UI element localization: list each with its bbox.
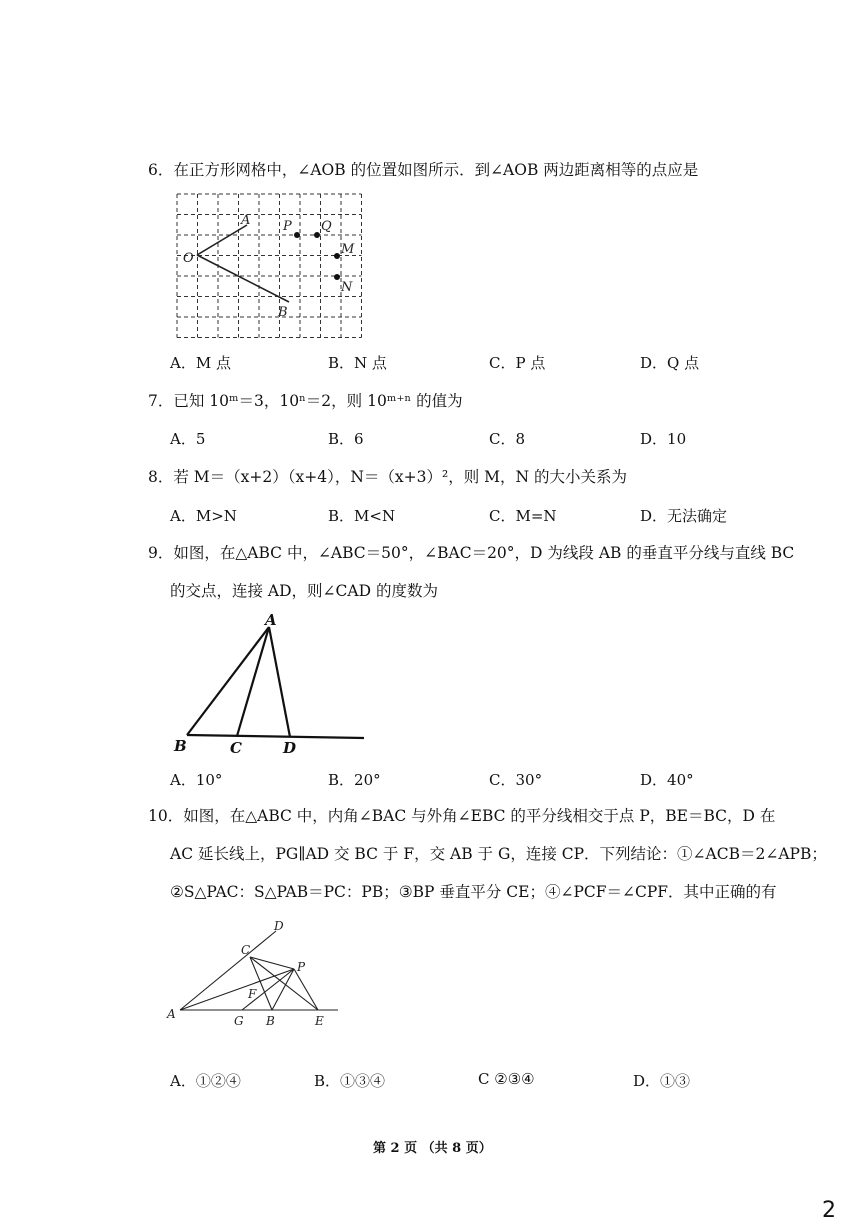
ray-OB <box>197 255 289 302</box>
question-8-stem: 8．若 M＝（x+2）（x+4），N＝（x+3）²，则 M，N 的大小关系为 <box>148 468 627 486</box>
q7-option-b[interactable]: B．6 <box>328 430 364 448</box>
label-A: A <box>265 611 277 629</box>
ray-OA <box>197 225 247 255</box>
label-C: C <box>241 943 251 957</box>
point-M <box>334 253 340 259</box>
point-P <box>294 232 300 238</box>
question-10-stem-line3: ②S△PAC：S△PAB＝PC：PB；③BP 垂直平分 CE；④∠PCF＝∠CPF．其中正确的有 <box>170 883 777 901</box>
question-6-stem: 6．在正方形网格中，∠AOB 的位置如图所示．到∠AOB 两边距离相等的点应是 <box>148 161 699 179</box>
label-E: E <box>315 1014 324 1028</box>
line-BC <box>187 735 364 738</box>
q7-option-d[interactable]: D．10 <box>640 430 687 448</box>
question-9-stem-line2: 的交点，连接 AD，则∠CAD 的度数为 <box>170 582 438 600</box>
q9-option-a[interactable]: A．10° <box>170 771 223 789</box>
q10-option-b[interactable]: B．①③④ <box>314 1072 386 1090</box>
q6-option-c[interactable]: C．P 点 <box>489 354 546 372</box>
page-footer: 第 2 页 （共 8 页） <box>373 1141 492 1156</box>
q6-option-a[interactable]: A．M 点 <box>170 354 231 372</box>
segment-AD <box>269 627 290 737</box>
label-A: A <box>167 1007 176 1021</box>
segment-AC <box>237 627 269 736</box>
line-AD <box>180 931 276 1010</box>
label-P: P <box>297 960 306 974</box>
label-O: O <box>183 251 194 266</box>
q10-option-a[interactable]: A．①②④ <box>170 1072 241 1090</box>
question-10-stem-line1: 10．如图，在△ABC 中，内角∠BAC 与外角∠EBC 的平分线相交于点 P，BE＝BC，D 在 <box>148 807 776 825</box>
question-7-stem: 7．已知 10ᵐ＝3，10ⁿ＝2，则 10ᵐ⁺ⁿ 的值为 <box>148 392 463 410</box>
q9-option-b[interactable]: B．20° <box>328 771 381 789</box>
segment-PE <box>294 969 318 1010</box>
segment-AP <box>180 969 294 1010</box>
label-B: B <box>174 737 187 755</box>
q10-option-d[interactable]: D．①③ <box>633 1072 691 1090</box>
label-G: G <box>234 1014 244 1028</box>
question-10-figure <box>160 915 350 1035</box>
label-B: B <box>266 1014 275 1028</box>
point-Q <box>314 232 320 238</box>
label-F: F <box>248 987 257 1001</box>
q8-option-b[interactable]: B．M<N <box>328 507 396 525</box>
label-D: D <box>283 739 297 757</box>
label-A: A <box>241 213 251 228</box>
q6-option-d[interactable]: D．Q 点 <box>640 354 700 372</box>
q8-option-c[interactable]: C．M=N <box>489 507 557 525</box>
label-P: P <box>283 219 292 234</box>
segment-CE <box>250 957 318 1010</box>
q10-option-c[interactable]: C ②③④ <box>478 1070 535 1088</box>
segment-AB <box>187 627 269 735</box>
label-N: N <box>341 280 353 295</box>
q9-option-d[interactable]: D．40° <box>640 771 694 789</box>
q6-option-b[interactable]: B．N 点 <box>328 354 387 372</box>
q7-option-c[interactable]: C．8 <box>489 430 526 448</box>
corner-page-number: 2 <box>822 1198 836 1223</box>
question-10-stem-line2: AC 延长线上，PG∥AD 交 BC 于 F，交 AB 于 G，连接 CP．下列结论：①∠ACB＝2∠APB； <box>170 845 827 863</box>
q8-option-d[interactable]: D．无法确定 <box>640 507 728 525</box>
q7-option-a[interactable]: A．5 <box>170 430 206 448</box>
q8-option-a[interactable]: A．M>N <box>170 507 237 525</box>
question-9-stem-line1: 9．如图，在△ABC 中，∠ABC＝50°，∠BAC＝20°，D 为线段 AB 的垂直平分线与直线 BC <box>148 544 795 562</box>
label-B: B <box>278 305 288 320</box>
point-N <box>334 274 340 280</box>
label-C: C <box>230 739 242 757</box>
segment-CP <box>250 957 294 969</box>
label-Q: Q <box>321 219 332 234</box>
label-M: M <box>341 242 355 257</box>
question-9-triangle-figure <box>168 610 373 760</box>
label-D: D <box>274 919 284 933</box>
q9-option-c[interactable]: C．30° <box>489 771 543 789</box>
question-6-grid-figure <box>175 192 365 344</box>
